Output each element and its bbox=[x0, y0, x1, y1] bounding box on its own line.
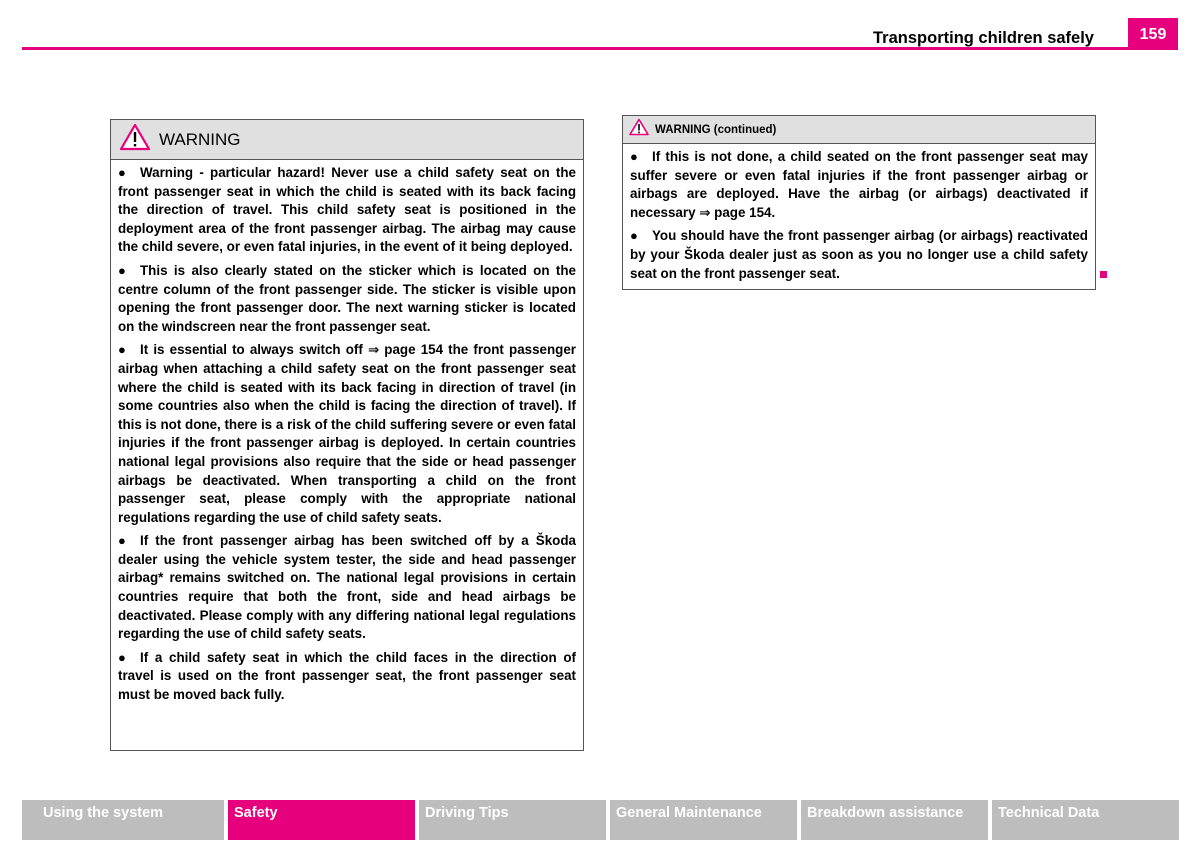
bullet-icon: ● bbox=[118, 649, 126, 665]
bullet-icon: ● bbox=[118, 165, 126, 180]
tab-driving-tips[interactable]: Driving Tips bbox=[419, 800, 606, 840]
tab-safety[interactable]: Safety bbox=[228, 800, 415, 840]
bullet-icon: ● bbox=[118, 342, 126, 358]
warning-paragraph: ● It is essential to always switch off ⇒ page 154 the front passenger airbag when attaching a child safety seat on the front passenger seat where the child is seated with its back facing in direction of travel (in some countries also when the child is facing the direction of travel). If this is not done, there is a risk of the child suffering severe or even fatal injuries if the front passenger airbag is deployed. In certain countries national legal provisions also require that the side or head passenger airbags be deactivated. When transporting a child on the front passenger seat, please comply with the appropriate national regulations regarding the use of child safety seats. bbox=[118, 342, 576, 525]
warning-triangle-icon bbox=[629, 118, 649, 141]
bullet-icon: ● bbox=[118, 533, 126, 549]
warning-paragraph: ● If a child safety seat in which the child faces in the direction of travel is used on the front passenger seat, the front passenger seat must be moved back fully. bbox=[118, 649, 576, 703]
footer-tabs bbox=[22, 800, 1179, 840]
warning-paragraph: ● If the front passenger airbag has been switched off by a Škoda dealer using the vehicle system tester, the side and head passenger airbag* remains switched on. The national legal provisions in certain countries require that both the front, side and head airbags be deactivated. Please comply with any differing national legal regulations regarding the use of child safety seats. bbox=[118, 533, 576, 642]
warning-continued-box bbox=[622, 115, 1096, 290]
warning-title: WARNING bbox=[159, 129, 241, 149]
warning-triangle-icon bbox=[119, 123, 151, 156]
tab-using-the-system[interactable]: Using the system bbox=[22, 800, 224, 840]
warning-box bbox=[110, 119, 584, 751]
bullet-icon: ● bbox=[630, 149, 638, 164]
warning-paragraph: ● This is also clearly stated on the sticker which is located on the centre column of the front passenger side. The sticker is visible upon opening the front passenger door. The next warning sticker is located on the windscreen near the front passenger seat. bbox=[118, 262, 576, 334]
warning-paragraph: ● You should have the front passenger airbag (or airbags) reactivated by your Škoda dealer just as soon as you no longer use a child safety seat on the front passenger seat. bbox=[630, 228, 1088, 281]
tab-general-maintenance[interactable]: General Maintenance bbox=[610, 800, 797, 840]
tab-technical-data[interactable]: Technical Data bbox=[992, 800, 1179, 840]
warning-paragraph: ● If this is not done, a child seated on the front passenger seat may suffer severe or even fatal injuries if the front passenger airbag or airbags are deployed. Have the airbag (or airbags) deactivated if necessary ⇒ page 154. bbox=[630, 149, 1088, 220]
warning-header bbox=[111, 120, 583, 160]
warning-paragraph: ● Warning - particular hazard! Never use a child safety seat on the front passenger seat in which the child is seated with its back facing the direction of travel. This child safety seat is positioned in the deployment area of the front passenger airbag. The airbag may cause the child severe, or even fatal injuries, in the event of it being deployed. bbox=[118, 165, 576, 255]
tab-breakdown-assistance[interactable]: Breakdown assistance bbox=[801, 800, 988, 840]
warning-continued-header bbox=[623, 116, 1095, 144]
warning-continued-title: WARNING (continued) bbox=[655, 123, 777, 136]
bullet-icon: ● bbox=[118, 262, 126, 278]
bullet-icon: ● bbox=[630, 228, 638, 244]
page-title: Transporting children safely bbox=[873, 29, 1094, 47]
page-number: 159 bbox=[1128, 18, 1178, 49]
section-end-marker bbox=[1100, 271, 1107, 278]
